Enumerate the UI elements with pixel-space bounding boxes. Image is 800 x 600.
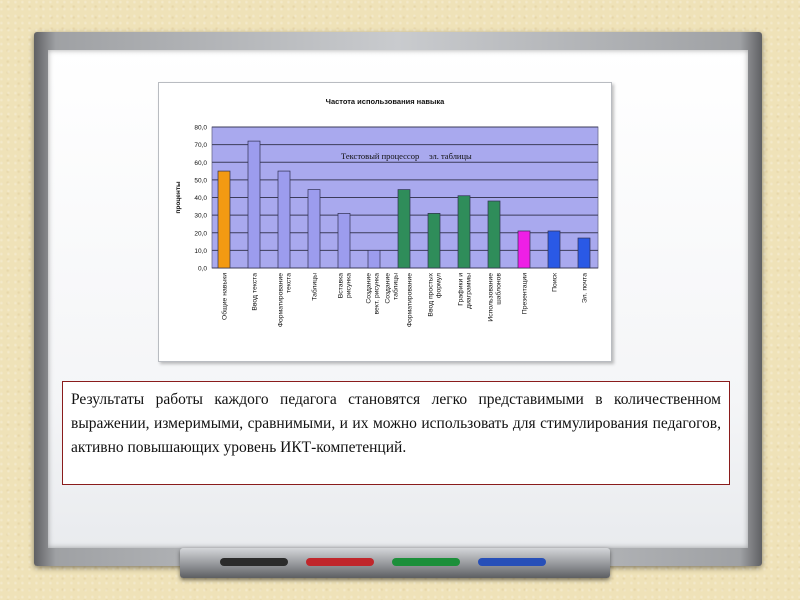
x-tick-label: Ввод текста: [251, 273, 259, 311]
blue-pen-icon: [478, 558, 546, 566]
x-tick-label: Ввод простыхформул: [427, 273, 443, 317]
x-tick-label: Вставкарисунка: [337, 273, 353, 299]
y-tick-label: 50,0: [194, 177, 207, 185]
pen-tray: [180, 548, 610, 578]
bar: [338, 213, 350, 268]
x-tick-label: Эл. почта: [581, 273, 589, 304]
y-tick-label: 30,0: [194, 212, 207, 220]
annotation-spreadsheets: эл. таблицы: [429, 151, 472, 161]
x-tick-label: Общие навыки: [221, 273, 229, 321]
green-pen-icon: [392, 558, 460, 566]
bar: [278, 171, 290, 268]
black-pen-icon: [220, 558, 288, 566]
red-pen-icon: [306, 558, 374, 566]
x-tick-label: Графики идиаграммы: [457, 273, 473, 309]
caption-text: Результаты работы каждого педагога становятся легко представимыми в количественном выражении, измеримыми, сравнимыми, и их можно использовать для стимулирования педагогов, активно повышающих уровень ИКТ-компетенций.: [62, 381, 730, 485]
bar: [218, 171, 230, 268]
x-tick-label: Форматированиетекста: [277, 273, 293, 328]
bar: [248, 141, 260, 268]
x-tick-label: Поиск: [551, 273, 559, 292]
y-tick-label: 70,0: [194, 142, 207, 150]
annotation-word-processor: Текстовый процессор: [341, 151, 420, 161]
bar: [548, 231, 560, 268]
y-tick-label: 0,0: [197, 265, 207, 273]
bar: [398, 190, 410, 268]
bar: [518, 231, 530, 268]
bar: [368, 250, 380, 268]
x-tick-label: Таблицы: [311, 273, 319, 301]
x-tick-label: Созданиевект. рисунка: [365, 273, 381, 315]
x-tick-label: Созданиетаблицы: [384, 273, 400, 304]
bar: [578, 238, 590, 268]
chart-panel: [158, 82, 612, 362]
bar: [488, 201, 500, 268]
bar: [308, 190, 320, 268]
y-tick-label: 60,0: [194, 159, 207, 167]
x-tick-label: Использованиешаблонов: [487, 273, 503, 322]
bar: [428, 213, 440, 268]
y-tick-label: 10,0: [194, 247, 207, 255]
bar: [458, 196, 470, 268]
x-tick-label: Форматирование: [406, 273, 414, 328]
y-tick-label: 20,0: [194, 230, 207, 238]
chart-title: Частота использования навыка: [325, 97, 445, 106]
bar-chart: [159, 83, 611, 361]
y-tick-label: 80,0: [194, 124, 207, 132]
y-axis-label: проценты: [175, 181, 182, 214]
x-tick-label: Презентации: [521, 273, 529, 315]
y-tick-label: 40,0: [194, 195, 207, 202]
